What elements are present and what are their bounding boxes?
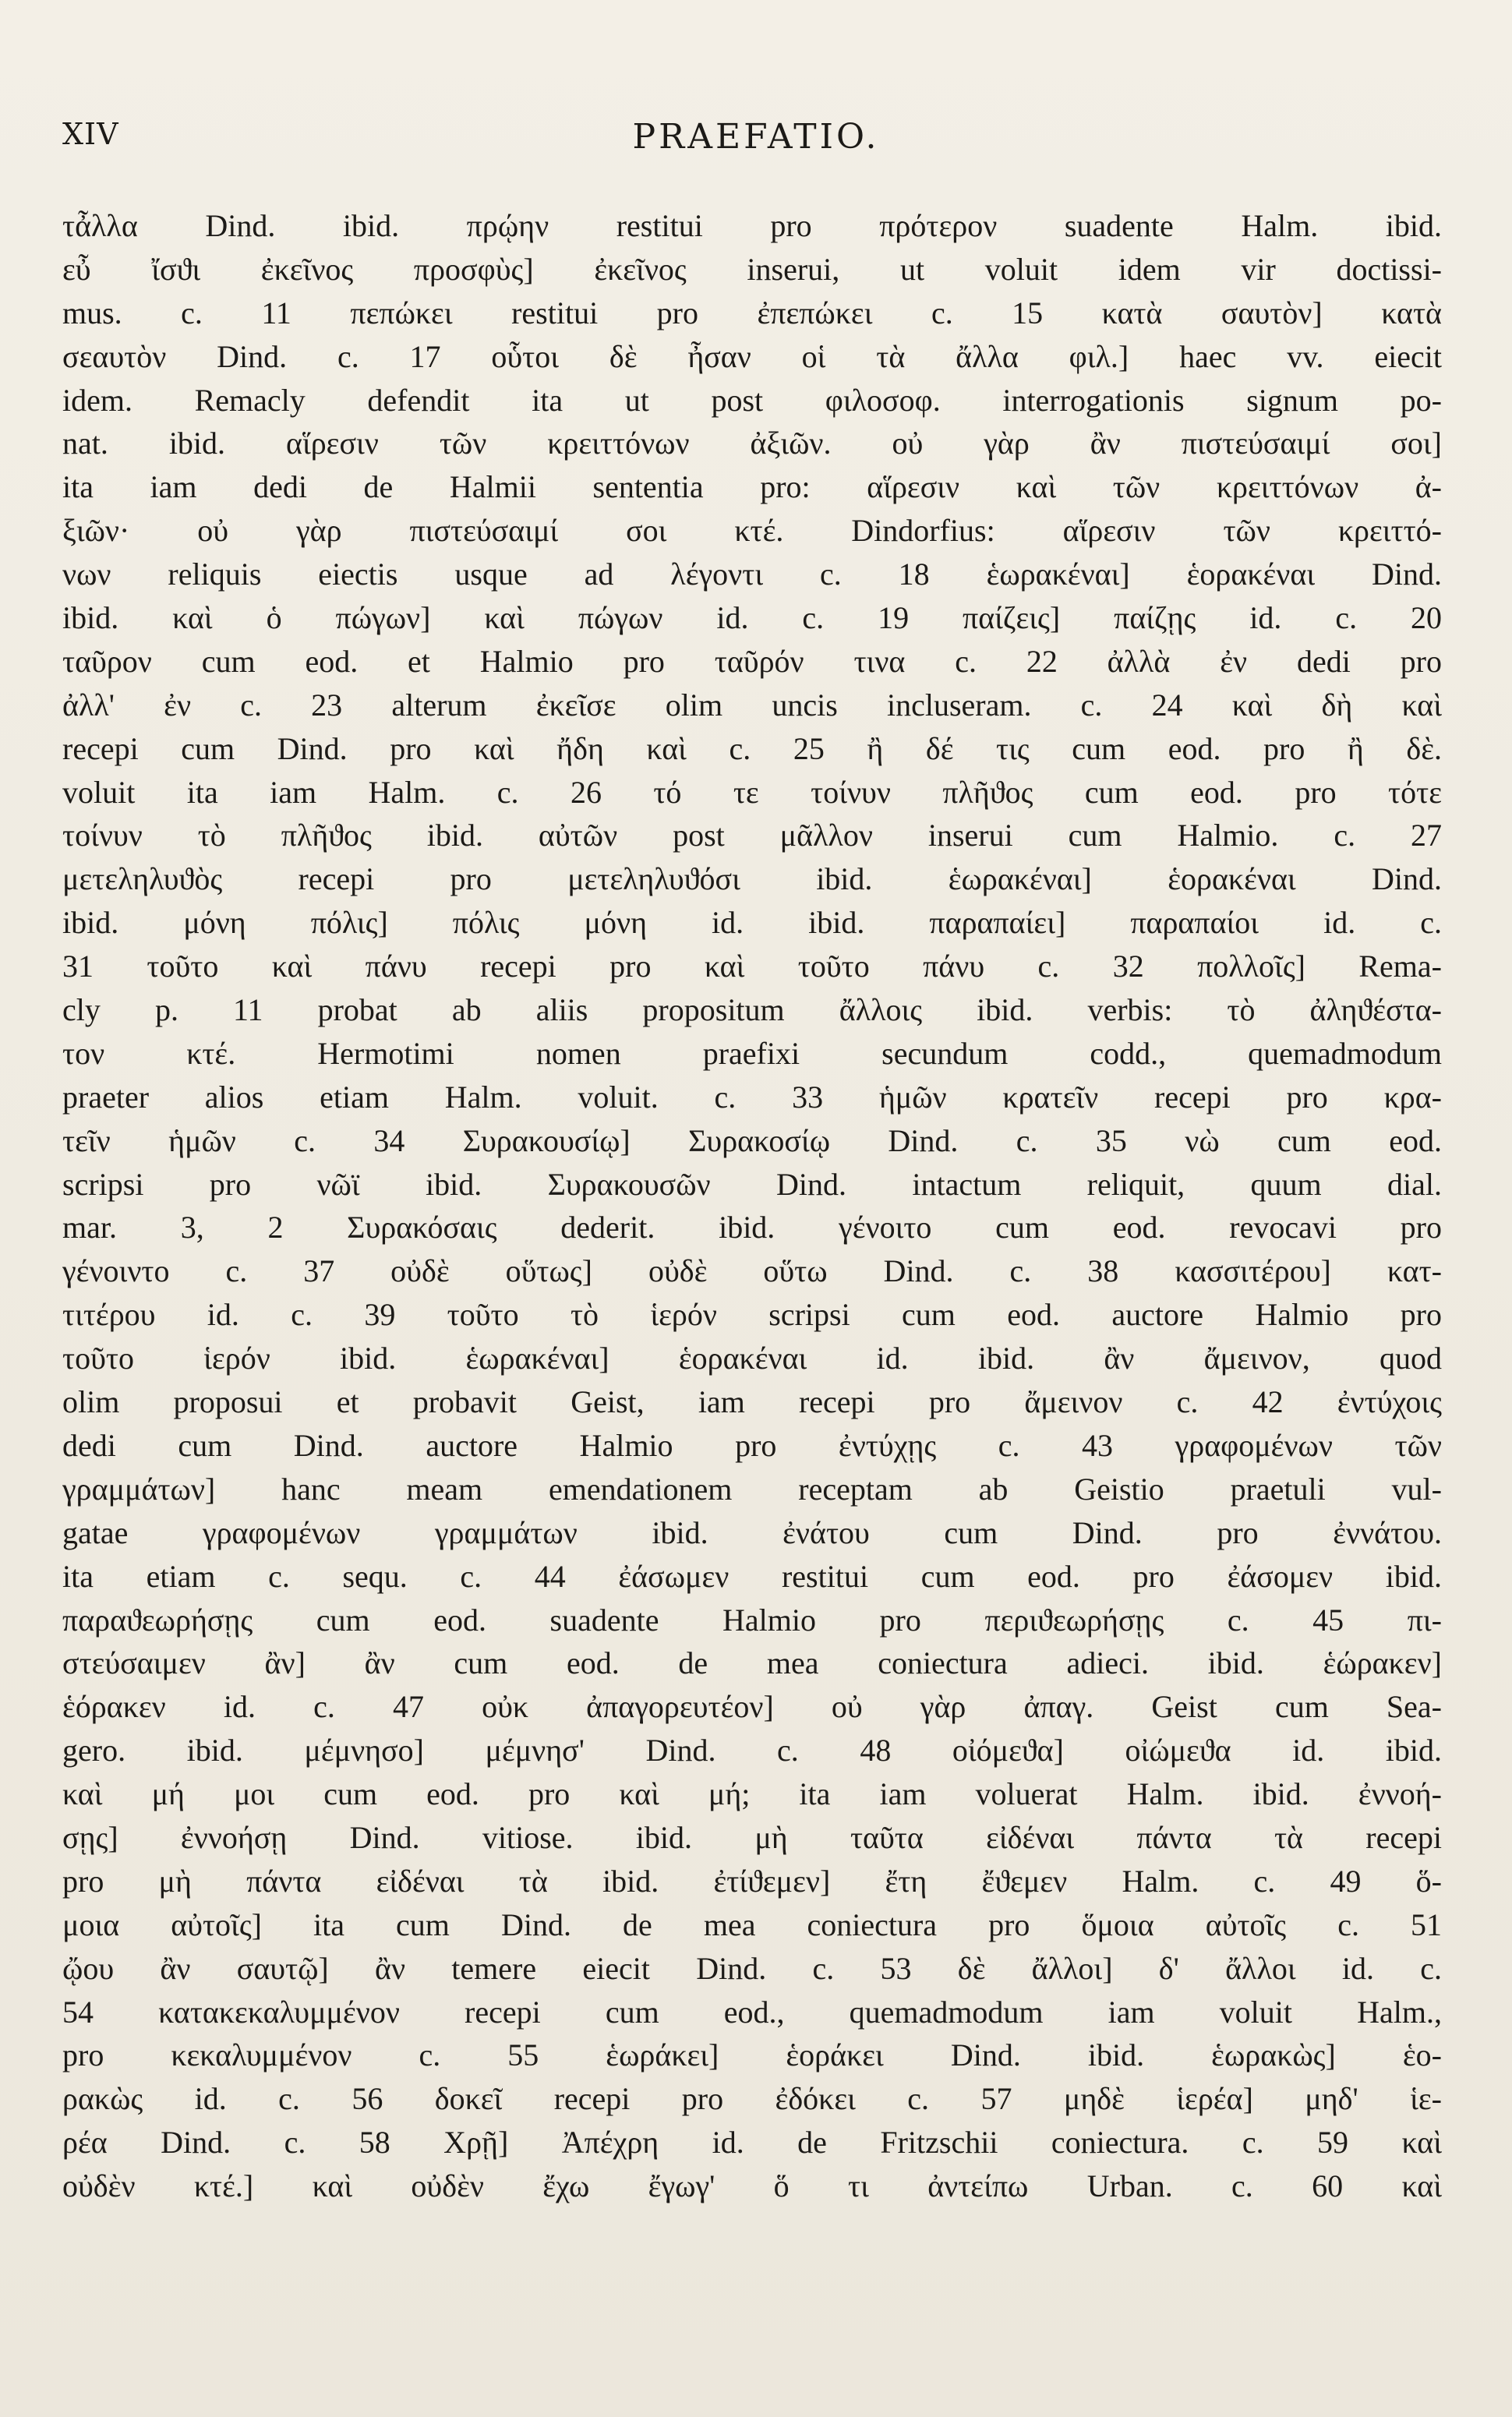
text-line: pro κεκαλυμμένον c. 55 ἑωράκει] ἑοράκει Dind. ibid. ἑωρακὼς] ἑο- bbox=[62, 2037, 1442, 2073]
text-line: ita iam dedi de Halmii sententia pro: αἵρεσιν καὶ τῶν κρειττόνων ἀ- bbox=[62, 469, 1442, 505]
text-line: recepi cum Dind. pro καὶ ἤδη καὶ c. 25 ἢ δέ τις cum eod. pro ἢ δὲ. bbox=[62, 730, 1442, 766]
text-line: ita etiam c. sequ. c. 44 ἐάσωμεν restitui cum eod. pro ἐάσομεν ibid. bbox=[62, 1558, 1442, 1594]
text-line: τεῖν ἡμῶν c. 34 Συρακουσίῳ] Συρακοσίῳ Dind. c. 35 νὼ cum eod. bbox=[62, 1122, 1442, 1158]
text-line: παραϑεωρήσῃς cum eod. suadente Halmio pro περιϑεωρήσῃς c. 45 πι- bbox=[62, 1602, 1442, 1638]
text-line: μετεληλυϑὸς recepi pro μετεληλυϑόσι ibid. ἑωρακέναι] ἑορακέναι Dind. bbox=[62, 861, 1442, 897]
text-line: dedi cum Dind. auctore Halmio pro ἐντύχῃς c. 43 γραφομένων τῶν bbox=[62, 1427, 1442, 1463]
text-line: εὖ ἴσϑι ἐκεῖνος προσφὺς] ἐκεῖνος inserui, ut voluit idem vir doctissi- bbox=[62, 251, 1442, 287]
text-line: γένοιντο c. 37 οὐδὲ οὕτως] οὐδὲ οὕτω Dind. c. 38 κασσιτέρου] κατ- bbox=[62, 1253, 1442, 1289]
text-line: ibid. καὶ ὁ πώγων] καὶ πώγων id. c. 19 παίζεις] παίζῃς id. c. 20 bbox=[62, 600, 1442, 636]
text-line: cly p. 11 probat ab aliis propositum ἄλλοις ibid. verbis: τὸ ἀληϑέστα- bbox=[62, 992, 1442, 1028]
text-line: τον κτέ. Hermotimi nomen praefixi secundum codd., quemadmodum bbox=[62, 1035, 1442, 1071]
page-number: XIV bbox=[62, 117, 119, 151]
text-line: τἆλλα Dind. ibid. πρῴην restitui pro πρότερον suadente Halm. ibid. bbox=[62, 208, 1442, 243]
text-line: gatae γραφομένων γραμμάτων ibid. ἐνάτου cum Dind. pro ἐννάτου. bbox=[62, 1514, 1442, 1550]
text-line: mus. c. 11 πεπώκει restitui pro ἐπεπώκει c. 15 κατὰ σαυτὸν] κατὰ bbox=[62, 295, 1442, 330]
text-line: 54 κατακεκαλυμμένον recepi cum eod., quemadmodum iam voluit Halm., bbox=[62, 1994, 1442, 2030]
text-line: ταῦρον cum eod. et Halmio pro ταῦρόν τινα c. 22 ἀλλὰ ἐν dedi pro bbox=[62, 643, 1442, 679]
text-line: olim proposui et probavit Geist, iam recepi pro ἄμεινον c. 42 ἐντύχοις bbox=[62, 1384, 1442, 1420]
text-line: καὶ μή μοι cum eod. pro καὶ μή; ita iam voluerat Halm. ibid. ἐννοή- bbox=[62, 1776, 1442, 1812]
text-line: idem. Remacly defendit ita ut post φιλοσοφ. interrogationis signum po- bbox=[62, 382, 1442, 418]
text-line: τιτέρου id. c. 39 τοῦτο τὸ ἱερόν scripsi cum eod. auctore Halmio pro bbox=[62, 1297, 1442, 1333]
text-line: ἀλλ' ἐν c. 23 alterum ἐκεῖσε olim uncis incluseram. c. 24 καὶ δὴ καὶ bbox=[62, 687, 1442, 723]
text-line: ᾤου ἂν σαυτῷ] ἂν temere eiecit Dind. c. 53 δὲ ἄλλοι] δ' ἄλλοι id. c. bbox=[62, 1950, 1442, 1986]
text-line: ξιῶν· οὐ γὰρ πιστεύσαιμί σοι κτέ. Dindorfius: αἵρεσιν τῶν κρειττό- bbox=[62, 513, 1442, 549]
text-line: voluit ita iam Halm. c. 26 τό τε τοίνυν πλῆϑος cum eod. pro τότε bbox=[62, 774, 1442, 810]
text-line: mar. 3, 2 Συρακόσαις dederit. ibid. γένοιτο cum eod. revocavi pro bbox=[62, 1210, 1442, 1246]
text-line: praeter alios etiam Halm. voluit. c. 33 ἡμῶν κρατεῖν recepi pro κρα- bbox=[62, 1079, 1442, 1115]
text-line: σεαυτὸν Dind. c. 17 οὗτοι δὲ ἦσαν οἱ τὰ ἄλλα φιλ.] haec vv. eiecit bbox=[62, 338, 1442, 374]
text-line: scripsi pro νῶϊ ibid. Συρακουσῶν Dind. intactum reliquit, quum dial. bbox=[62, 1166, 1442, 1202]
page-header bbox=[62, 117, 1450, 164]
text-line: τοῦτο ἱερόν ibid. ἑωρακέναι] ἑορακέναι id. ibid. ἂν ἄμεινον, quod bbox=[62, 1341, 1442, 1376]
body-text bbox=[62, 204, 1442, 2208]
text-line: νων reliquis eiectis usque ad λέγοντι c. 18 ἑωρακέναι] ἑορακέναι Dind. bbox=[62, 557, 1442, 592]
text-line: 31 τοῦτο καὶ πάνυ recepi pro καὶ τοῦτο πάνυ c. 32 πολλοῖς] Rema- bbox=[62, 949, 1442, 984]
running-title: PRAEFATIO. bbox=[632, 117, 880, 157]
text-line: γραμμάτων] hanc meam emendationem receptam ab Geistio praetuli vul- bbox=[62, 1471, 1442, 1507]
text-line: gero. ibid. μέμνησο] μέμνησ' Dind. c. 48 οἰόμεϑα] οἰώμεϑα id. ibid. bbox=[62, 1733, 1442, 1769]
text-line: pro μὴ πάντα εἰδέναι τὰ ibid. ἐτίϑεμεν] ἔτη ἔϑεμεν Halm. c. 49 ὅ- bbox=[62, 1863, 1442, 1899]
text-line: ρέα Dind. c. 58 Χρῇ] Ἀπέχρη id. de Fritzschii coniectura. c. 59 καὶ bbox=[62, 2125, 1442, 2161]
text-line: οὐδὲν κτέ.] καὶ οὐδὲν ἔχω ἔγωγ' ὅ τι ἀντείπω Urban. c. 60 καὶ bbox=[62, 2168, 1442, 2204]
text-line: σῃς] ἐννοήσῃ Dind. vitiose. ibid. μὴ ταῦτα εἰδέναι πάντα τὰ recepi bbox=[62, 1819, 1442, 1855]
text-line: nat. ibid. αἵρεσιν τῶν κρειττόνων ἀξιῶν. οὐ γὰρ ἂν πιστεύσαιμί σοι] bbox=[62, 426, 1442, 461]
text-line: ibid. μόνη πόλις] πόλις μόνη id. ibid. παραπαίει] παραπαίοι id. c. bbox=[62, 905, 1442, 941]
text-line: μοια αὐτοῖς] ita cum Dind. de mea coniectura pro ὅμοια αὐτοῖς c. 51 bbox=[62, 1906, 1442, 1942]
text-line: τοίνυν τὸ πλῆϑος ibid. αὐτῶν post μᾶλλον inserui cum Halmio. c. 27 bbox=[62, 818, 1442, 853]
text-line: στεύσαιμεν ἂν] ἂν cum eod. de mea coniectura adieci. ibid. ἑώρακεν] bbox=[62, 1645, 1442, 1681]
text-line: ρακὼς id. c. 56 δοκεῖ recepi pro ἐδόκει c. 57 μηδὲ ἱερέα] μηδ' ἱε- bbox=[62, 2081, 1442, 2117]
text-line: ἑόρακεν id. c. 47 οὐκ ἀπαγορευτέον] οὐ γὰρ ἀπαγ. Geist cum Sea- bbox=[62, 1689, 1442, 1725]
